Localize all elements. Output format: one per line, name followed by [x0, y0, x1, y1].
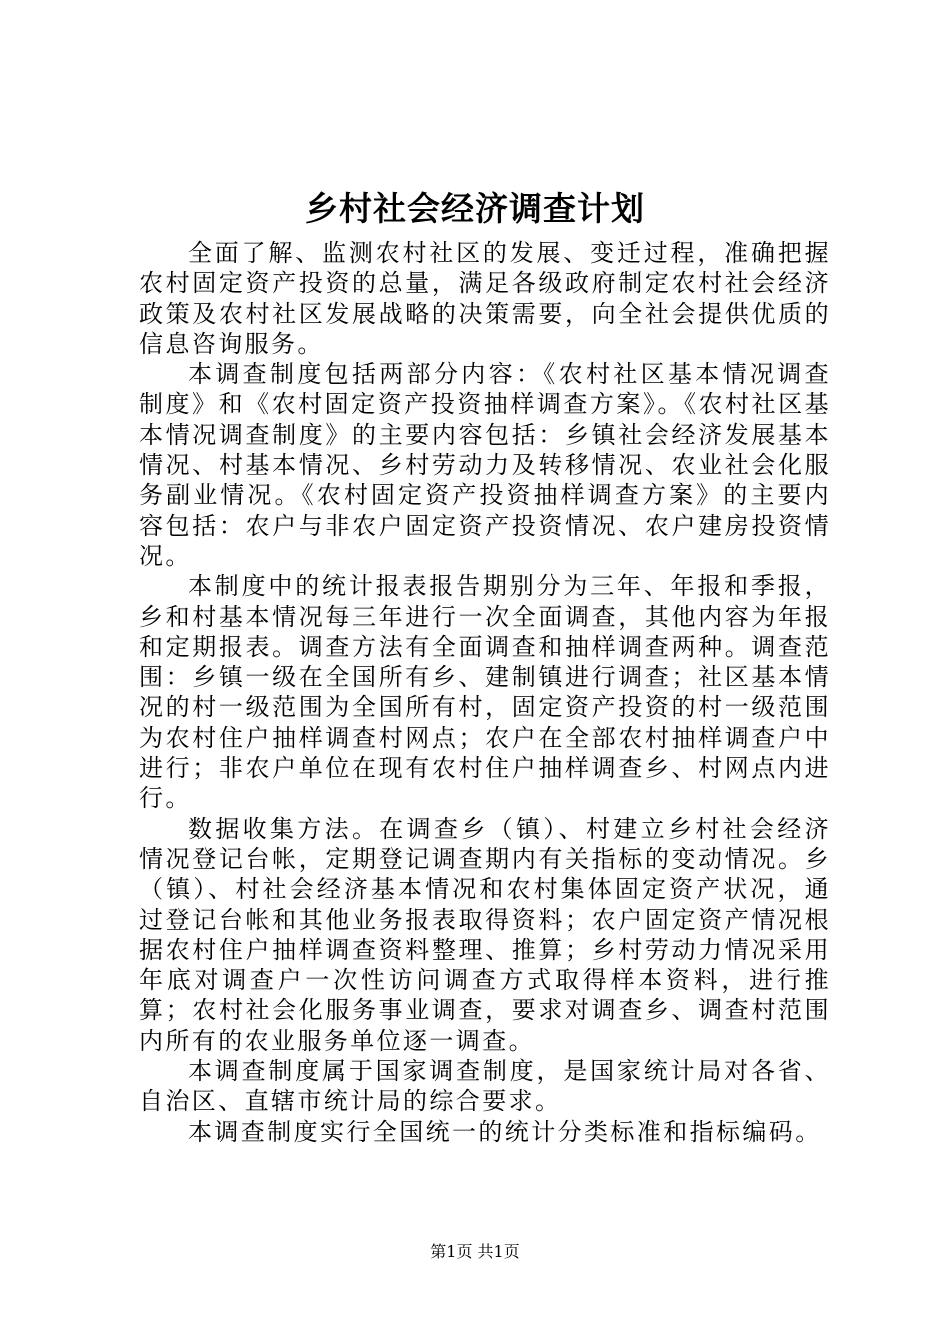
- paragraph-2: 本调查制度包括两部分内容：《农村社区基本情况调查制度》和《农村固定资产投资抽样调查方案》。《农村社区基本情况调查制度》的主要内容包括：乡镇社会经济发展基本情况、村基本情况、乡村劳动力及转移情况、农业社会化服务副业情况。《农村固定资产投资抽样调查方案》的主要内容包括：农户与非农户固定资产投资情况、农户建房投资情况。: [139, 360, 831, 570]
- document-title: 乡村社会经济调查计划: [305, 189, 645, 228]
- paragraph-4: 数据收集方法。在调查乡（镇）、村建立乡村社会经济情况登记台帐，定期登记调查期内有关指标的变动情况。乡（镇）、村社会经济基本情况和农村集体固定资产状况，通过登记台帐和其他业务报表取得资料；农户固定资产情况根据农村住户抽样调查资料整理、推算；乡村劳动力情况采用年底对调查户一次性访问调查方式取得样本资料，进行推算；农村社会化服务事业调查，要求对调查乡、调查村范围内所有的农业服务单位逐一调查。: [139, 814, 831, 1055]
- paragraph-1: 全面了解、监测农村社区的发展、变迁过程，准确把握农村固定资产投资的总量，满足各级政府制定农村社会经济政策及农村社区发展战略的决策需要，向全社会提供优质的信息咨询服务。: [139, 239, 831, 358]
- paragraph-3: 本制度中的统计报表报告期别分为三年、年报和季报，乡和村基本情况每三年进行一次全面调查，其他内容为年报和定期报表。调查方法有全面调查和抽样调查两种。调查范围：乡镇一级在全国所有乡、建制镇进行调查；社区基本情况的村一级范围为全国所有村，固定资产投资的村一级范围为农村住户抽样调查村网点；农户在全部农村抽样调查户中进行；非农户单位在现有农村住户抽样调查乡、村网点内进行。: [139, 572, 831, 813]
- paragraph-5: 本调查制度属于国家调查制度，是国家统计局对各省、自治区、直辖市统计局的综合要求。: [139, 1057, 831, 1116]
- page-number-footer: 第1页 共1页: [430, 1242, 520, 1261]
- paragraph-6: 本调查制度实行全国统一的统计分类标准和指标编码。: [188, 1117, 822, 1146]
- document-body: [139, 238, 831, 1147]
